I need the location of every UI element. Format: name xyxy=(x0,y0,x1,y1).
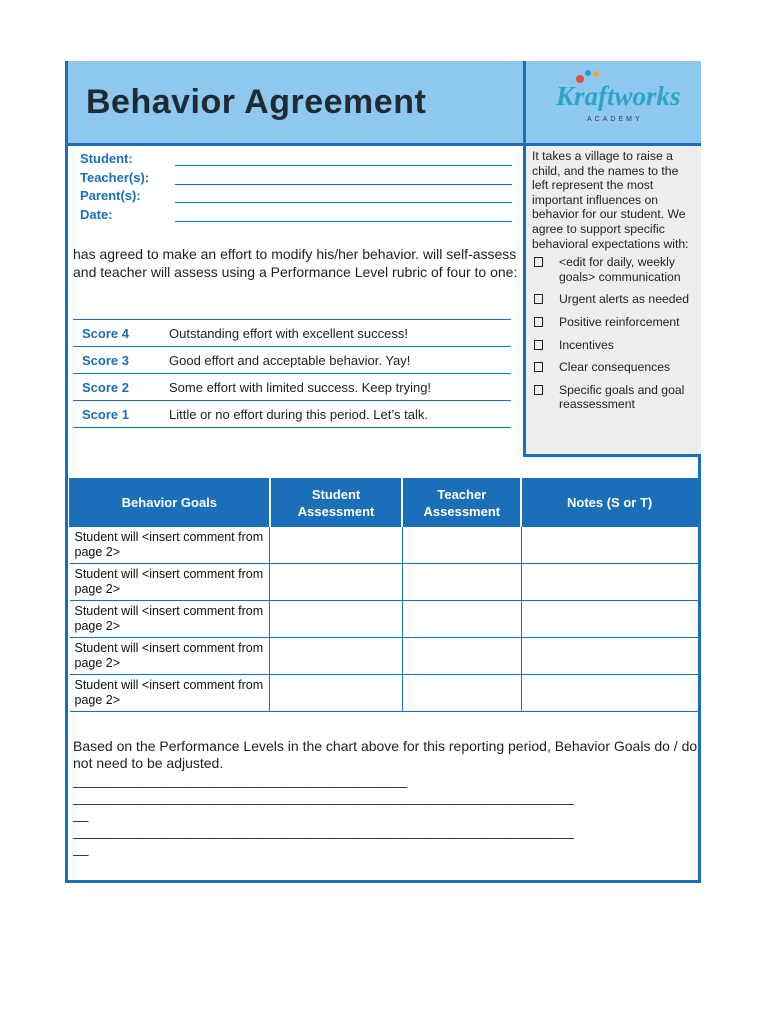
teacher-assessment-cell[interactable] xyxy=(402,564,521,601)
student-label: Student: xyxy=(80,151,133,166)
expectation-label: Clear consequences xyxy=(559,360,671,375)
response-line[interactable]: __________________________________________________________________ xyxy=(73,823,574,839)
kraftworks-logo xyxy=(526,61,698,141)
table-header-row xyxy=(70,479,698,527)
teacher-assessment-cell[interactable] xyxy=(402,638,521,675)
expectation-label: Positive reinforcement xyxy=(559,314,680,329)
teacher-input-line[interactable] xyxy=(175,184,512,185)
response-line-end: __ xyxy=(73,806,89,822)
checkbox-icon[interactable] xyxy=(534,340,543,350)
table-row xyxy=(70,527,698,564)
logo-wordmark: Kraftworks xyxy=(556,81,681,111)
page-title: Behavior Agreement xyxy=(86,83,427,121)
goal-cell: Student will <insert comment from page 2> xyxy=(70,675,270,712)
goal-cell: Student will <insert comment from page 2> xyxy=(70,638,270,675)
table-row xyxy=(70,601,698,638)
expectation-label: Urgent alerts as needed xyxy=(559,292,690,307)
checkbox-icon[interactable] xyxy=(534,317,543,327)
date-label: Date: xyxy=(80,207,113,222)
score-label: Score 3 xyxy=(82,353,129,368)
table-row xyxy=(70,564,698,601)
expectation-label: <edit for daily, weekly goals> communication xyxy=(559,255,681,284)
support-sidebar xyxy=(523,146,701,457)
table-row xyxy=(70,638,698,675)
expectations-list xyxy=(532,255,695,412)
expectation-label: Specific goals and goal reassessment xyxy=(559,382,685,412)
logo-handprint-orange xyxy=(593,71,599,77)
logo-panel xyxy=(523,61,701,146)
table-row xyxy=(70,675,698,712)
score-description: Outstanding effort with excellent success! xyxy=(169,326,408,341)
parent-label: Parent(s): xyxy=(80,188,141,203)
closing-statement: Based on the Performance Levels in the chart above for this reporting period, Behavior Goals do / do not need to be adjusted. xyxy=(73,738,698,771)
response-line[interactable]: __________________________________________________________________ xyxy=(73,789,574,805)
expectation-item xyxy=(532,255,695,284)
agreement-form xyxy=(65,61,701,883)
student-assessment-cell[interactable] xyxy=(270,638,403,675)
notes-cell[interactable] xyxy=(521,564,697,601)
score-row xyxy=(73,320,511,347)
checkbox-icon[interactable] xyxy=(534,385,543,395)
score-row xyxy=(73,374,511,401)
expectation-item xyxy=(532,292,695,307)
score-description: Good effort and acceptable behavior. Yay! xyxy=(169,353,411,368)
col-teacher-assessment: Teacher Assessment xyxy=(402,479,521,527)
col-notes: Notes (S or T) xyxy=(521,479,697,527)
notes-cell[interactable] xyxy=(521,527,697,564)
response-line[interactable]: ____________________________________________ xyxy=(73,772,407,788)
date-input-line[interactable] xyxy=(175,221,512,222)
score-label: Score 1 xyxy=(82,407,129,422)
score-description: Some effort with limited success. Keep trying! xyxy=(169,380,432,395)
goal-cell: Student will <insert comment from page 2> xyxy=(70,601,270,638)
student-input-line[interactable] xyxy=(175,165,512,166)
sidebar-intro: It takes a village to raise a child, and the names to the left represent the most important influences on behavior for our student. We agree to support specific behavioral expectations with: xyxy=(532,149,689,251)
student-assessment-cell[interactable] xyxy=(270,675,403,712)
closing-section xyxy=(73,738,698,857)
response-line-end: __ xyxy=(73,840,89,856)
expectation-item xyxy=(532,315,695,330)
goal-cell: Student will <insert comment from page 2> xyxy=(70,527,270,564)
expectation-item xyxy=(532,383,695,412)
score-row xyxy=(73,347,511,374)
expectation-item xyxy=(532,338,695,353)
teacher-label: Teacher(s): xyxy=(80,170,150,185)
notes-cell[interactable] xyxy=(521,638,697,675)
expectation-item xyxy=(532,360,695,375)
score-row xyxy=(73,401,511,428)
student-assessment-cell[interactable] xyxy=(270,527,403,564)
teacher-assessment-cell[interactable] xyxy=(402,601,521,638)
logo-subtitle: ACADEMY xyxy=(587,116,643,123)
behavior-goals-table xyxy=(69,478,698,712)
expectation-label: Incentives xyxy=(559,337,614,352)
student-assessment-cell[interactable] xyxy=(270,601,403,638)
checkbox-icon[interactable] xyxy=(534,294,543,304)
logo-handprint-blue xyxy=(585,70,591,76)
goal-cell: Student will <insert comment from page 2> xyxy=(70,564,270,601)
header-banner xyxy=(68,61,523,146)
agreement-intro: has agreed to make an effort to modify his/her behavior. will self-assess and teacher will assess using a Performance Level rubric of four to one: xyxy=(73,246,518,280)
score-label: Score 4 xyxy=(82,326,129,341)
col-behavior-goals: Behavior Goals xyxy=(70,479,270,527)
score-label: Score 2 xyxy=(82,380,129,395)
student-assessment-cell[interactable] xyxy=(270,564,403,601)
notes-cell[interactable] xyxy=(521,675,697,712)
parent-input-line[interactable] xyxy=(175,202,512,203)
teacher-assessment-cell[interactable] xyxy=(402,675,521,712)
checkbox-icon[interactable] xyxy=(534,362,543,372)
checkbox-icon[interactable] xyxy=(534,257,543,267)
teacher-assessment-cell[interactable] xyxy=(402,527,521,564)
notes-cell[interactable] xyxy=(521,601,697,638)
col-student-assessment: Student Assessment xyxy=(270,479,403,527)
score-description: Little or no effort during this period. Let’s talk. xyxy=(169,407,428,422)
